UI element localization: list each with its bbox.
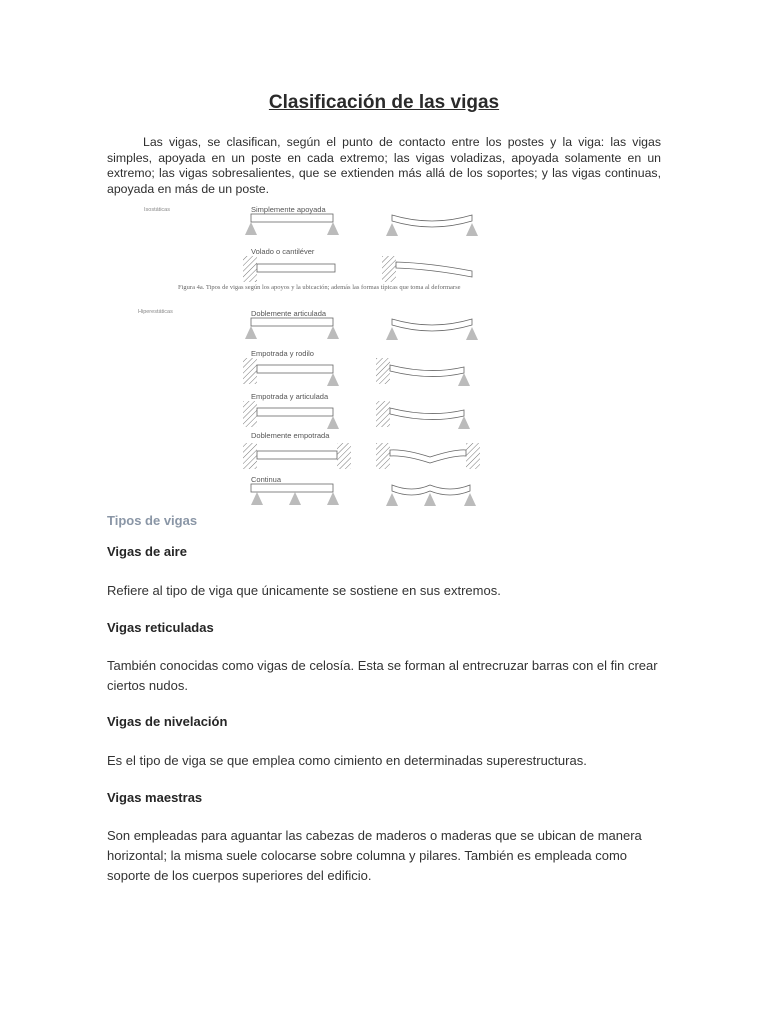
beam-double-fixed bbox=[257, 451, 337, 459]
roller-support-icon bbox=[327, 373, 339, 386]
deformed-beam-fixed-roller bbox=[390, 365, 464, 377]
type-text-leveling: Es el tipo de viga se que emplea como cimiento en determinadas superestructuras. bbox=[107, 753, 587, 768]
beam-cantilever bbox=[257, 264, 335, 272]
fixed-support-icon bbox=[337, 443, 351, 469]
fixed-support-icon bbox=[376, 443, 390, 469]
deformed-beam-fixed-pinned bbox=[390, 408, 464, 420]
fixed-support-icon bbox=[243, 358, 257, 384]
beam-label-cantilever: Volado o cantiléver bbox=[251, 247, 315, 256]
beam-simple bbox=[251, 214, 333, 222]
pin-support-icon bbox=[424, 493, 436, 506]
fixed-support-icon bbox=[243, 256, 257, 282]
beam-label-double-pinned: Doblemente articulada bbox=[251, 309, 327, 318]
fixed-support-icon bbox=[466, 443, 480, 469]
fixed-support-icon bbox=[382, 256, 396, 282]
group-label-isostatic: Isostáticas bbox=[144, 207, 170, 213]
figure-caption: Figura 4a. Tipos de vigas según los apoyos y la ubicación; además las formas típicas que toma al deformarse bbox=[178, 284, 461, 291]
beam-label-simple: Simplemente apoyada bbox=[251, 205, 326, 214]
pin-support-icon bbox=[327, 492, 339, 505]
pin-support-icon bbox=[464, 493, 476, 506]
section-heading: Tipos de vigas bbox=[107, 513, 198, 528]
pin-support-icon bbox=[327, 416, 339, 429]
type-text-air: Refiere al tipo de viga que únicamente se sostiene en sus extremos. bbox=[107, 583, 501, 598]
beam-label-continuous: Continua bbox=[251, 475, 282, 484]
beam-fixed-roller bbox=[257, 365, 333, 373]
beam-continuous bbox=[251, 484, 333, 492]
beam-diagram bbox=[130, 203, 530, 508]
deformed-beam-cantilever bbox=[396, 262, 472, 277]
fixed-support-icon bbox=[376, 358, 390, 384]
type-title-leveling: Vigas de nivelación bbox=[107, 714, 228, 729]
pin-support-icon bbox=[466, 223, 478, 236]
beam-fixed-pinned bbox=[257, 408, 333, 416]
type-title-air: Vigas de aire bbox=[107, 544, 187, 559]
fixed-support-icon bbox=[243, 401, 257, 427]
pin-support-icon bbox=[386, 223, 398, 236]
roller-support-icon bbox=[458, 373, 470, 386]
beam-label-fixed-roller: Empotrada y rodilo bbox=[251, 349, 314, 358]
fixed-support-icon bbox=[376, 401, 390, 427]
page-title: Clasificación de las vigas bbox=[268, 92, 500, 113]
beam-types-figure bbox=[130, 203, 530, 508]
deformed-beam-continuous bbox=[392, 485, 470, 495]
type-text-lattice: También conocidas como vigas de celosía. Esta se forman al entrecruzar barras con el fin crear ciertos nudos. bbox=[107, 658, 658, 693]
pin-support-icon bbox=[386, 493, 398, 506]
pin-support-icon bbox=[327, 222, 339, 235]
type-title-lattice: Vigas reticuladas bbox=[107, 620, 214, 635]
pin-support-icon bbox=[251, 492, 263, 505]
fixed-support-icon bbox=[243, 443, 257, 469]
type-title-master: Vigas maestras bbox=[107, 790, 203, 805]
pin-support-icon bbox=[386, 327, 398, 340]
beam-label-fixed-pinned: Empotrada y articulada bbox=[251, 392, 329, 401]
group-label-hyperstatic: Hiperestáticas bbox=[138, 309, 173, 315]
intro-paragraph: Las vigas, se clasifican, según el punto de contacto entre los postes y la viga: las vigas simples, apoyada en un poste en cada extremo; las vigas voladizas, apoyada solamente en un extremo; las vigas sobresalientes, que se extienden más allá de los soportes; y las vigas continuas, apoyada en más de un poste. bbox=[107, 135, 661, 196]
pin-support-icon bbox=[466, 327, 478, 340]
beam-double-pinned bbox=[251, 318, 333, 326]
deformed-beam-simple bbox=[392, 215, 472, 227]
deformed-beam-double-fixed bbox=[390, 450, 466, 463]
type-text-master: Son empleadas para aguantar las cabezas de maderos o maderas que se ubican de manera horizontal; la misma suele colocarse sobre columna y pilares. También es empleada como soporte de los cuerpos superiores del edificio. bbox=[107, 828, 642, 883]
pin-support-icon bbox=[245, 222, 257, 235]
pin-support-icon bbox=[327, 326, 339, 339]
pin-support-icon bbox=[245, 326, 257, 339]
beam-label-double-fixed: Doblemente empotrada bbox=[251, 431, 330, 440]
pin-support-icon bbox=[289, 492, 301, 505]
pin-support-icon bbox=[458, 416, 470, 429]
deformed-beam-double-pinned bbox=[392, 319, 472, 331]
